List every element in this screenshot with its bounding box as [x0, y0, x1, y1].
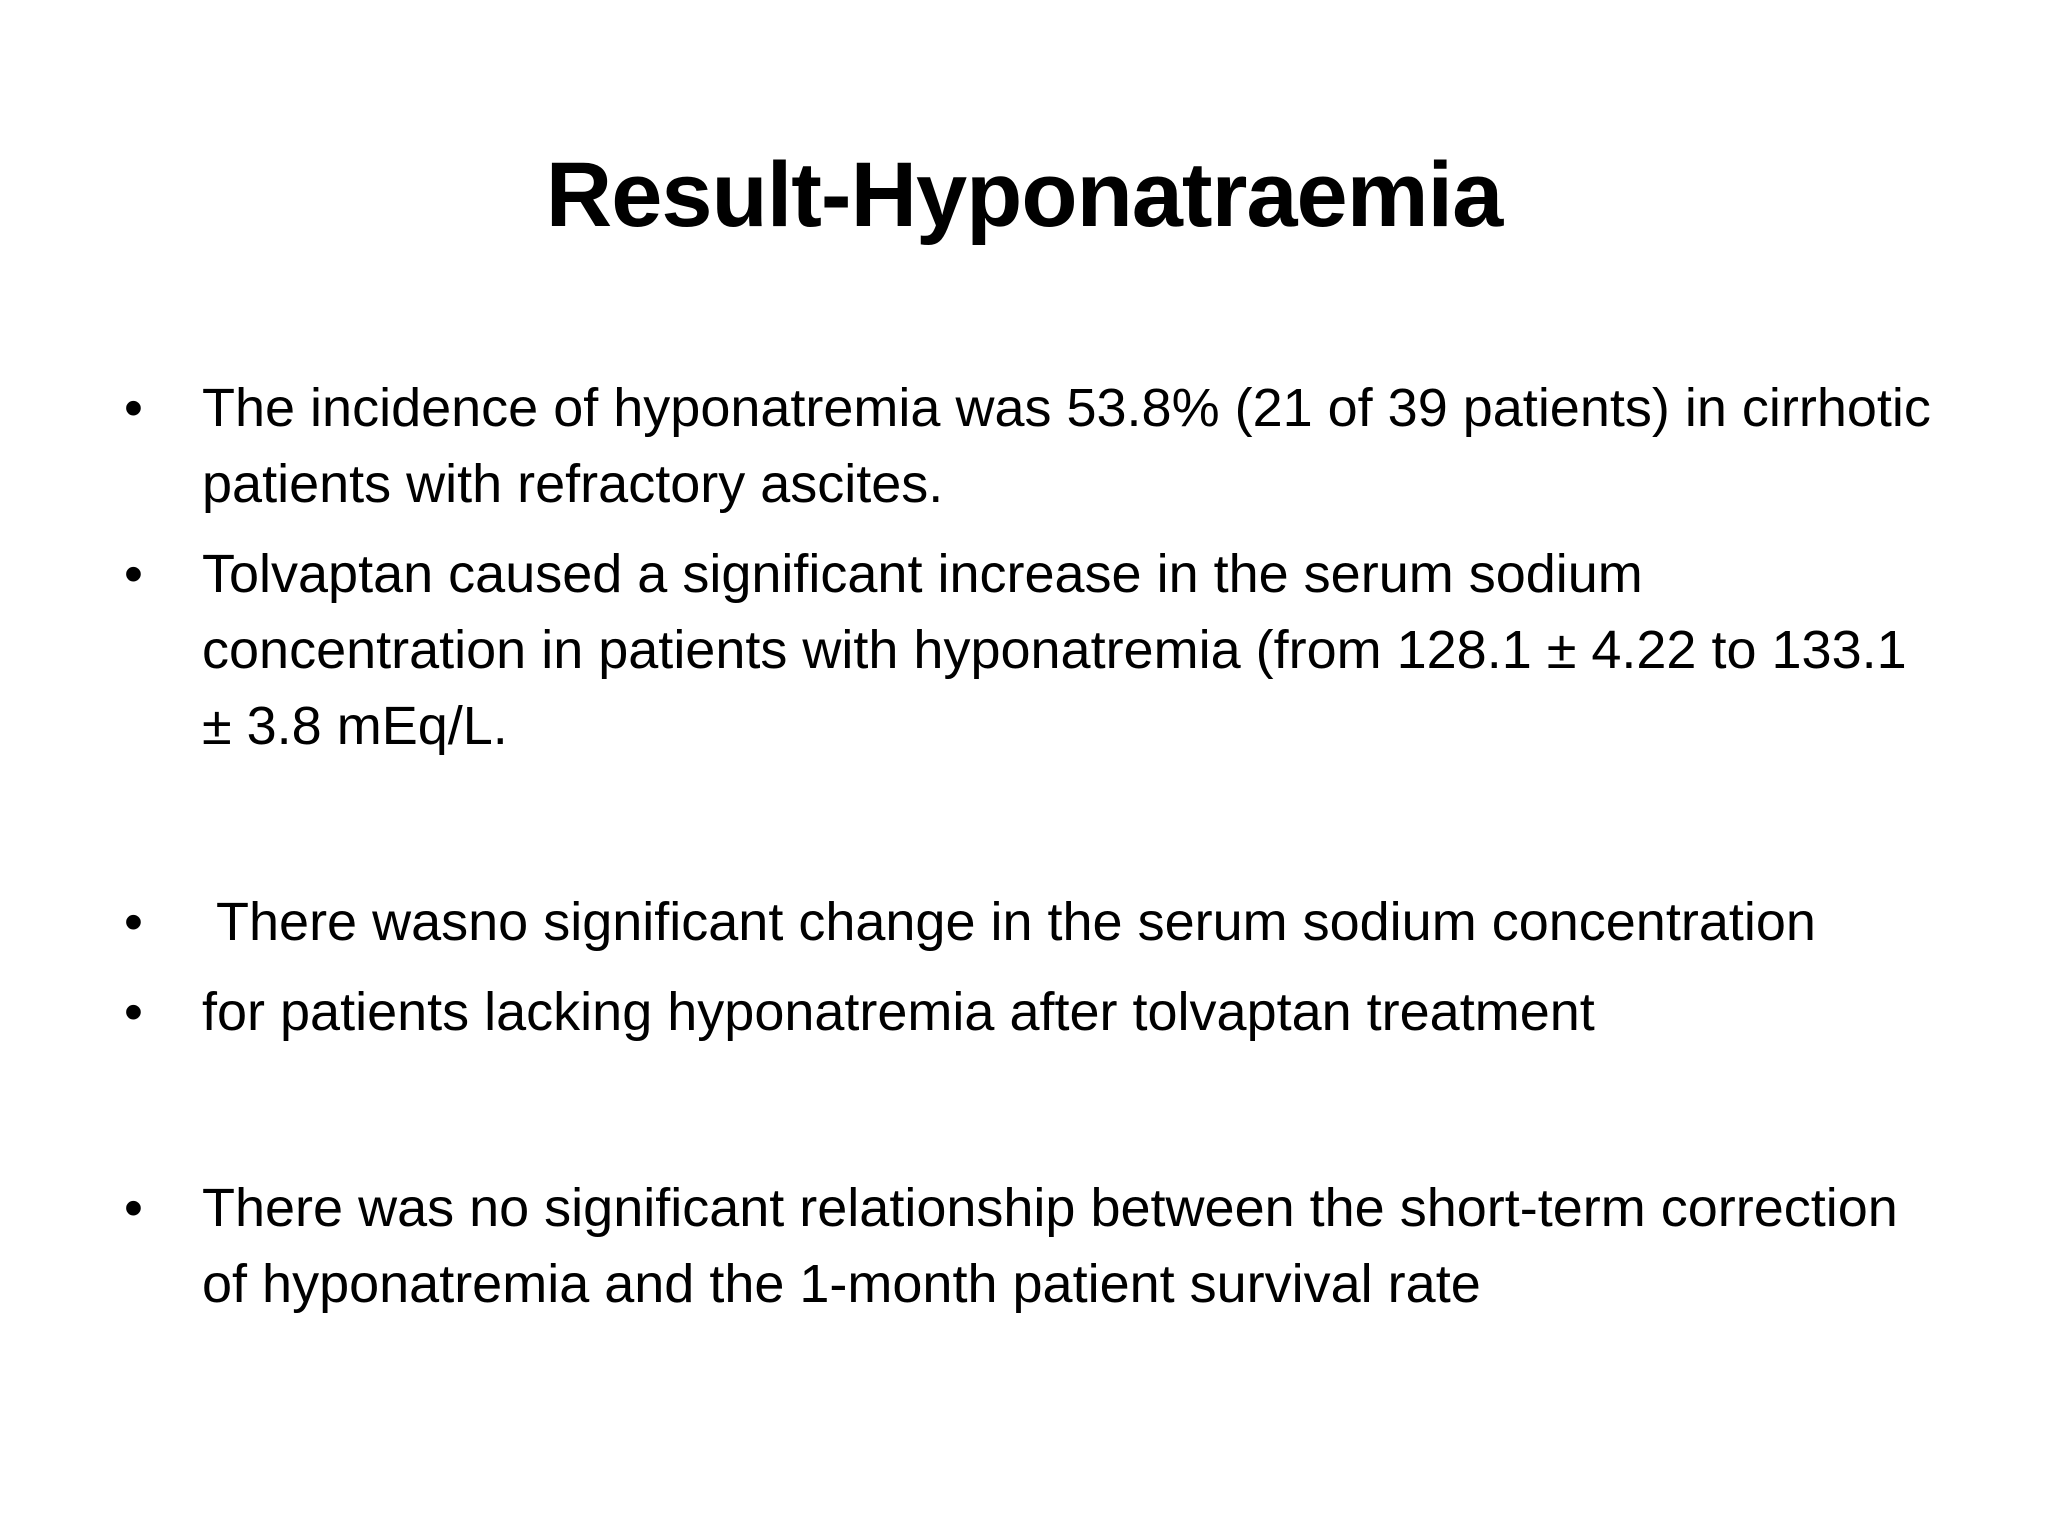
bullet-text: Tolvaptan caused a significant increase in the serum sodium concentration in patients with hyponatremia (from 128.1 ± 4.22 to 133.1 ± 3.8 mEq/L.	[202, 544, 1907, 756]
bullet-item	[120, 536, 1940, 764]
bullet-icon: •	[124, 892, 143, 952]
bullet-list	[120, 370, 1940, 1322]
bullet-text: The incidence of hyponatremia was 53.8% (21 of 39 patients) in cirrhotic patients with refractory ascites.	[202, 378, 1931, 514]
bullet-item	[120, 884, 1940, 960]
bullet-icon: •	[124, 982, 143, 1042]
bullet-icon: •	[124, 378, 143, 438]
bullet-item	[120, 370, 1940, 522]
bullet-item	[120, 974, 1940, 1050]
bullet-icon: •	[124, 544, 143, 604]
bullet-text: There was no significant relationship between the short-term correction of hyponatremia and the 1-month patient survival rate	[202, 1178, 1898, 1314]
bullet-text: There wasno significant change in the serum sodium concentration	[202, 892, 1816, 952]
slide-title: Result-Hyponatraemia	[545, 144, 1503, 246]
bullet-item	[120, 1170, 1940, 1322]
bullet-icon: •	[124, 1178, 143, 1238]
bullet-text: for patients lacking hyponatremia after tolvaptan treatment	[202, 982, 1595, 1042]
